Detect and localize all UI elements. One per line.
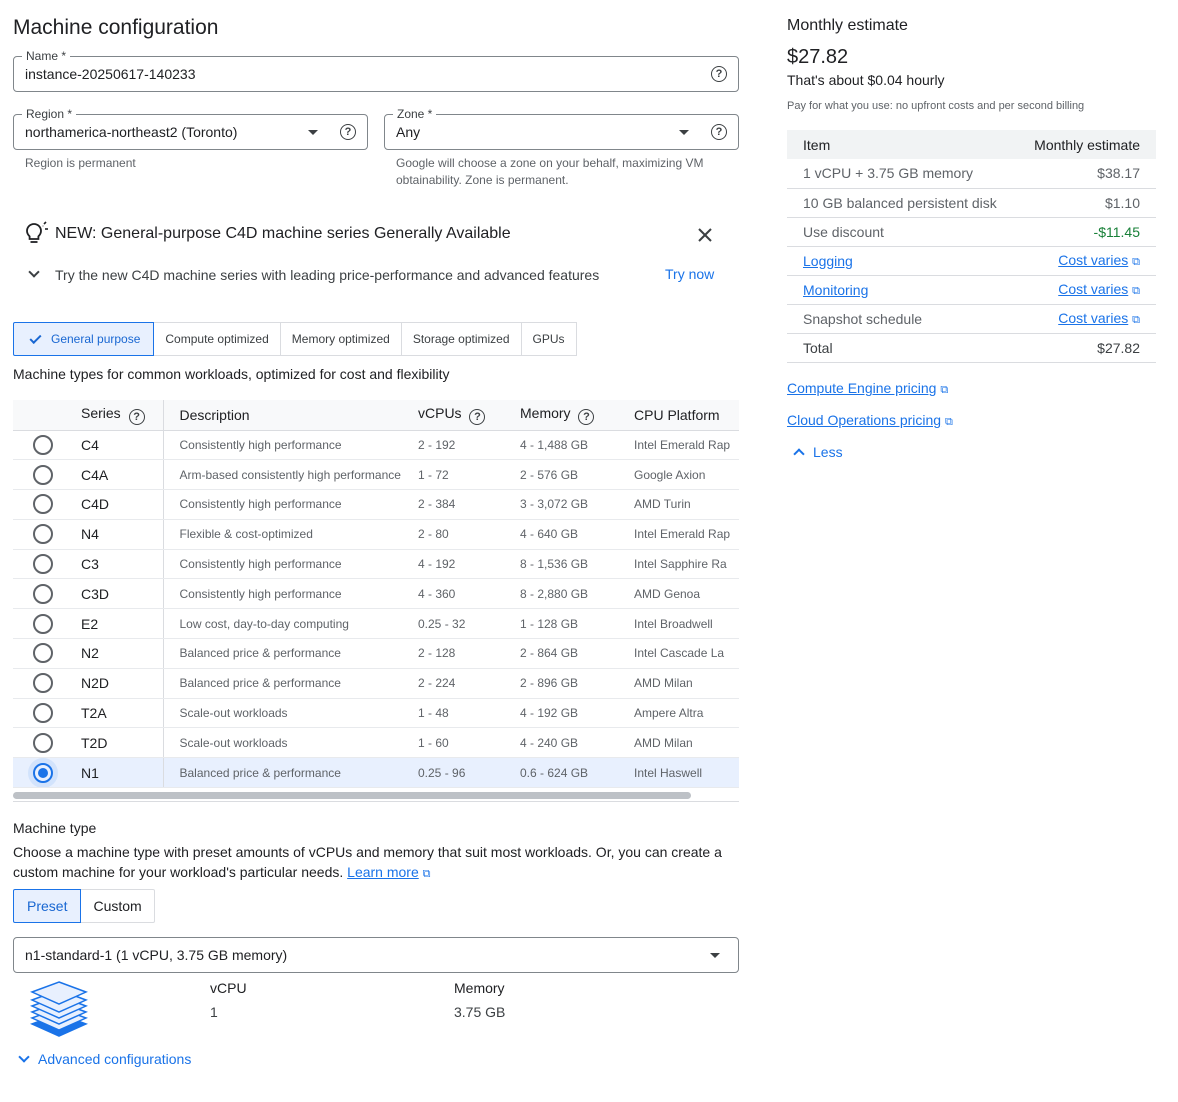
vcpu-label: vCPU bbox=[210, 980, 247, 996]
custom-button[interactable]: Custom bbox=[81, 889, 154, 923]
series-description: Consistently high performance bbox=[163, 579, 418, 609]
series-vcpus: 0.25 - 32 bbox=[418, 609, 520, 639]
series-cpu-platform: AMD Genoa bbox=[634, 579, 739, 609]
series-description: Consistently high performance bbox=[163, 549, 418, 579]
radio-button[interactable] bbox=[33, 673, 53, 693]
estimate-item: 1 vCPU + 3.75 GB memory bbox=[787, 159, 1016, 188]
series-vcpus: 2 - 192 bbox=[418, 430, 520, 460]
close-icon[interactable] bbox=[697, 227, 713, 243]
tab-general-purpose[interactable]: General purpose bbox=[13, 322, 154, 356]
series-description: Consistently high performance bbox=[163, 490, 418, 520]
memory-value: 3.75 GB bbox=[454, 1004, 506, 1020]
series-row-t2d[interactable] bbox=[13, 728, 739, 758]
cost-varies-link[interactable]: Cost varies bbox=[1058, 252, 1129, 268]
series-column-header: Series ? bbox=[81, 400, 163, 430]
series-cpu-platform: Intel Cascade La bbox=[634, 639, 739, 669]
series-name: N1 bbox=[81, 758, 163, 788]
estimate-row bbox=[787, 304, 1156, 333]
total-label: Total bbox=[787, 333, 1016, 362]
series-vcpus: 4 - 192 bbox=[418, 549, 520, 579]
series-radio[interactable] bbox=[13, 758, 81, 788]
monitoring-link[interactable]: Monitoring bbox=[803, 281, 869, 298]
chevron-down-icon bbox=[18, 1051, 29, 1062]
series-memory: 2 - 576 GB bbox=[520, 460, 634, 490]
estimate-row bbox=[787, 275, 1156, 304]
region-field-label: Region * bbox=[22, 107, 76, 121]
radio-button[interactable] bbox=[33, 763, 53, 783]
description-column-header: Description bbox=[163, 400, 418, 430]
estimate-value: $38.17 bbox=[1016, 159, 1156, 188]
series-description: Consistently high performance bbox=[163, 430, 418, 460]
machine-family-tabs bbox=[13, 322, 577, 356]
name-field[interactable] bbox=[13, 49, 739, 92]
discount-value: -$11.45 bbox=[1016, 217, 1156, 246]
zone-select[interactable] bbox=[384, 107, 739, 150]
vcpus-column-header: vCPUs ? bbox=[418, 400, 520, 430]
stacked-layers-icon bbox=[28, 978, 90, 1040]
series-description: Scale-out workloads bbox=[163, 698, 418, 728]
series-vcpus: 1 - 60 bbox=[418, 728, 520, 758]
cloud-operations-pricing-link[interactable]: Cloud Operations pricing bbox=[787, 412, 942, 428]
series-name: C3D bbox=[81, 579, 163, 609]
series-vcpus: 1 - 72 bbox=[418, 460, 520, 490]
machine-type-select[interactable] bbox=[13, 937, 739, 973]
cpu-platform-column-header: CPU Platform bbox=[634, 400, 739, 430]
vcpu-value: 1 bbox=[210, 1004, 218, 1020]
banner-text: Try the new C4D machine series with leading price-performance and advanced features bbox=[55, 267, 600, 283]
series-vcpus: 0.25 - 96 bbox=[418, 758, 520, 788]
estimate-heading: Monthly estimate bbox=[787, 17, 908, 34]
series-cpu-platform: Intel Sapphire Ra bbox=[634, 549, 739, 579]
estimate-hourly: That's about $0.04 hourly bbox=[787, 72, 945, 88]
series-row-e2[interactable] bbox=[13, 609, 739, 639]
radio-button[interactable] bbox=[33, 465, 53, 485]
series-name: C4A bbox=[81, 460, 163, 490]
total-value: $27.82 bbox=[1016, 333, 1156, 362]
series-description: Arm-based consistently high performance bbox=[163, 460, 418, 490]
tab-memory-optimized[interactable]: Memory optimized bbox=[281, 322, 402, 356]
series-row-n2[interactable] bbox=[13, 639, 739, 669]
series-memory: 2 - 896 GB bbox=[520, 668, 634, 698]
series-cpu-platform: Intel Broadwell bbox=[634, 609, 739, 639]
series-memory: 2 - 864 GB bbox=[520, 639, 634, 669]
compute-engine-pricing-link[interactable]: Compute Engine pricing bbox=[787, 380, 937, 396]
tab-gpus[interactable]: GPUs bbox=[522, 322, 577, 356]
zone-value: Any bbox=[396, 124, 421, 140]
series-row-n4[interactable] bbox=[13, 519, 739, 549]
series-radio[interactable] bbox=[13, 668, 81, 698]
series-description: Flexible & cost-optimized bbox=[163, 519, 418, 549]
estimate-table bbox=[787, 130, 1156, 363]
dropdown-caret-icon bbox=[308, 130, 318, 135]
series-row-c4[interactable] bbox=[13, 430, 739, 460]
help-icon[interactable]: ? bbox=[711, 66, 727, 82]
help-icon[interactable]: ? bbox=[469, 409, 485, 425]
series-table bbox=[13, 400, 739, 788]
series-memory: 4 - 1,488 GB bbox=[520, 430, 634, 460]
series-cpu-platform: Intel Haswell bbox=[634, 758, 739, 788]
radio-button[interactable] bbox=[33, 703, 53, 723]
region-hint: Region is permanent bbox=[25, 156, 136, 170]
compute-engine-pricing[interactable] bbox=[787, 380, 948, 397]
select-column-header bbox=[13, 400, 81, 430]
radio-button[interactable] bbox=[33, 614, 53, 634]
radio-button[interactable] bbox=[33, 643, 53, 663]
series-description: Low cost, day-to-day computing bbox=[163, 609, 418, 639]
radio-button[interactable] bbox=[33, 584, 53, 604]
estimate-value: $1.10 bbox=[1016, 188, 1156, 217]
estimate-row bbox=[787, 217, 1156, 246]
series-name: E2 bbox=[81, 609, 163, 639]
series-row-c4a[interactable] bbox=[13, 460, 739, 490]
series-radio[interactable] bbox=[13, 519, 81, 549]
machine-type-heading: Machine type bbox=[13, 820, 97, 836]
dropdown-caret-icon bbox=[679, 130, 689, 135]
series-radio[interactable] bbox=[13, 490, 81, 520]
help-icon[interactable]: ? bbox=[129, 409, 145, 425]
logging-link[interactable]: Logging bbox=[803, 252, 853, 269]
machine-type-value: n1-standard-1 (1 vCPU, 3.75 GB memory) bbox=[25, 947, 288, 963]
series-description: Balanced price & performance bbox=[163, 668, 418, 698]
series-description: Balanced price & performance bbox=[163, 639, 418, 669]
chevron-down-icon[interactable] bbox=[28, 266, 39, 277]
help-icon[interactable]: ? bbox=[578, 409, 594, 425]
region-value: northamerica-northeast2 (Toronto) bbox=[25, 124, 238, 140]
estimate-note: Pay for what you use: no upfront costs and per second billing bbox=[787, 100, 1085, 112]
name-input[interactable]: instance-20250617-140233 bbox=[25, 66, 196, 82]
series-row-t2a[interactable] bbox=[13, 698, 739, 728]
tab-storage-optimized[interactable]: Storage optimized bbox=[402, 322, 522, 356]
series-memory: 8 - 2,880 GB bbox=[520, 579, 634, 609]
series-memory: 0.6 - 624 GB bbox=[520, 758, 634, 788]
series-vcpus: 2 - 384 bbox=[418, 490, 520, 520]
external-link-icon: ⧉ bbox=[944, 416, 953, 428]
external-link-icon: ⧉ bbox=[1132, 285, 1140, 297]
series-name: N4 bbox=[81, 519, 163, 549]
advanced-configurations-toggle[interactable]: Advanced configurations bbox=[20, 1051, 191, 1067]
series-memory: 4 - 640 GB bbox=[520, 519, 634, 549]
item-column-header: Item bbox=[787, 130, 1016, 159]
series-description: Balanced price & performance bbox=[163, 758, 418, 788]
external-link-icon: ⧉ bbox=[1132, 314, 1140, 326]
preset-button[interactable]: Preset bbox=[13, 889, 81, 923]
series-memory: 1 - 128 GB bbox=[520, 609, 634, 639]
estimate-row bbox=[787, 159, 1156, 188]
series-name: C3 bbox=[81, 549, 163, 579]
series-radio[interactable] bbox=[13, 728, 81, 758]
series-memory: 8 - 1,536 GB bbox=[520, 549, 634, 579]
series-row-n2d[interactable] bbox=[13, 668, 739, 698]
series-description: Scale-out workloads bbox=[163, 728, 418, 758]
series-name: T2D bbox=[81, 728, 163, 758]
series-vcpus: 2 - 128 bbox=[418, 639, 520, 669]
radio-button[interactable] bbox=[33, 524, 53, 544]
series-vcpus: 1 - 48 bbox=[418, 698, 520, 728]
estimate-item: Snapshot schedule bbox=[787, 304, 1016, 333]
external-link-icon: ⧉ bbox=[940, 384, 949, 396]
series-cpu-platform: Ampere Altra bbox=[634, 698, 739, 728]
machine-type-description: Choose a machine type with preset amounts of vCPUs and memory that suit most workloads. Or, you can create a custom machine for your workload's particular needs. Learn more ⧉ bbox=[13, 844, 722, 880]
series-memory: 4 - 240 GB bbox=[520, 728, 634, 758]
dropdown-caret-icon bbox=[710, 953, 720, 958]
series-name: C4D bbox=[81, 490, 163, 520]
machine-type-toggle bbox=[13, 889, 155, 923]
series-row-c4d[interactable] bbox=[13, 490, 739, 520]
learn-more-link[interactable]: Learn more bbox=[347, 864, 419, 880]
series-table-header bbox=[13, 400, 739, 430]
series-cpu-platform: AMD Turin bbox=[634, 490, 739, 520]
estimate-row bbox=[787, 188, 1156, 217]
estimate-total-row bbox=[787, 333, 1156, 362]
help-icon[interactable]: ? bbox=[340, 124, 356, 140]
series-name: C4 bbox=[81, 430, 163, 460]
series-cpu-platform: Google Axion bbox=[634, 460, 739, 490]
scrollbar-thumb[interactable] bbox=[13, 792, 691, 799]
radio-button[interactable] bbox=[33, 554, 53, 574]
tab-description: Machine types for common workloads, optimized for cost and flexibility bbox=[13, 366, 450, 382]
zone-hint: Google will choose a zone on your behalf, maximizing VM obtainability. Zone is permanent. bbox=[396, 156, 704, 187]
estimate-item: Use discount bbox=[787, 217, 1016, 246]
series-vcpus: 2 - 80 bbox=[418, 519, 520, 549]
series-memory: 4 - 192 GB bbox=[520, 698, 634, 728]
help-icon[interactable]: ? bbox=[711, 124, 727, 140]
series-row-n1[interactable] bbox=[13, 758, 739, 788]
series-radio[interactable] bbox=[13, 609, 81, 639]
radio-button[interactable] bbox=[33, 733, 53, 753]
memory-label: Memory bbox=[454, 980, 505, 996]
series-radio[interactable] bbox=[13, 430, 81, 460]
tab-compute-optimized[interactable]: Compute optimized bbox=[154, 322, 280, 356]
series-vcpus: 2 - 224 bbox=[418, 668, 520, 698]
name-field-label: Name * bbox=[22, 49, 70, 63]
series-radio[interactable] bbox=[13, 639, 81, 669]
cloud-operations-pricing[interactable] bbox=[787, 412, 953, 429]
try-now-button[interactable]: Try now bbox=[665, 266, 715, 282]
horizontal-scrollbar[interactable] bbox=[13, 788, 739, 802]
region-select[interactable] bbox=[13, 107, 368, 150]
series-name: N2 bbox=[81, 639, 163, 669]
memory-column-header: Memory ? bbox=[520, 400, 634, 430]
cost-varies-link[interactable]: Cost varies bbox=[1058, 281, 1129, 297]
series-radio[interactable] bbox=[13, 698, 81, 728]
zone-field-label: Zone * bbox=[393, 107, 436, 121]
series-cpu-platform: AMD Milan bbox=[634, 728, 739, 758]
external-link-icon: ⧉ bbox=[422, 868, 431, 880]
series-row-c3[interactable] bbox=[13, 549, 739, 579]
monthly-estimate-column-header: Monthly estimate bbox=[1016, 130, 1156, 159]
less-toggle[interactable]: Less bbox=[795, 444, 843, 460]
series-radio[interactable] bbox=[13, 549, 81, 579]
check-icon bbox=[29, 331, 41, 343]
series-name: N2D bbox=[81, 668, 163, 698]
lightbulb-icon bbox=[24, 221, 50, 247]
radio-button[interactable] bbox=[33, 494, 53, 514]
estimate-item: 10 GB balanced persistent disk bbox=[787, 188, 1016, 217]
radio-button[interactable] bbox=[33, 435, 53, 455]
estimate-price: $27.82 bbox=[787, 46, 849, 68]
estimate-table-header bbox=[787, 130, 1156, 159]
series-radio[interactable] bbox=[13, 579, 81, 609]
series-name: T2A bbox=[81, 698, 163, 728]
series-cpu-platform: Intel Emerald Rap bbox=[634, 519, 739, 549]
series-cpu-platform: Intel Emerald Rap bbox=[634, 430, 739, 460]
page-title: Machine configuration bbox=[13, 16, 219, 39]
series-memory: 3 - 3,072 GB bbox=[520, 490, 634, 520]
cost-varies-link[interactable]: Cost varies bbox=[1058, 310, 1129, 326]
series-row-c3d[interactable] bbox=[13, 579, 739, 609]
estimate-row bbox=[787, 246, 1156, 275]
series-cpu-platform: AMD Milan bbox=[634, 668, 739, 698]
series-vcpus: 4 - 360 bbox=[418, 579, 520, 609]
external-link-icon: ⧉ bbox=[1132, 256, 1140, 268]
series-radio[interactable] bbox=[13, 460, 81, 490]
banner-title: NEW: General-purpose C4D machine series Generally Available bbox=[55, 225, 511, 242]
chevron-up-icon bbox=[793, 448, 804, 459]
